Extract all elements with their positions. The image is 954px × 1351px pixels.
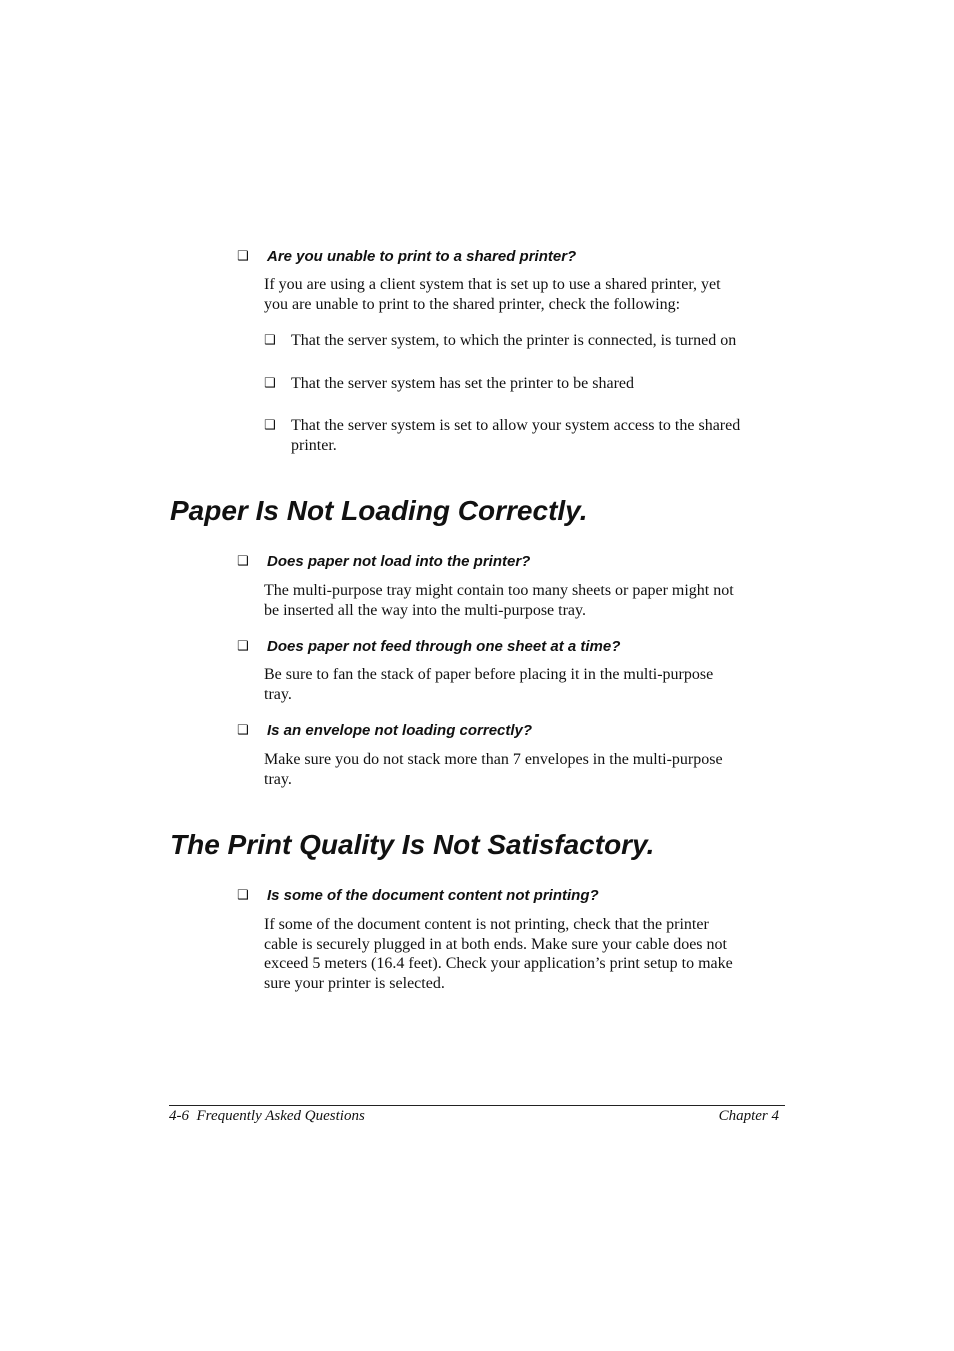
- answer-line: sure your printer is selected.: [264, 974, 445, 992]
- answer-paper-not-feed: [264, 665, 713, 704]
- checkbox-icon: ❑: [264, 418, 276, 433]
- checkbox-icon: ❑: [237, 249, 249, 264]
- footer-section-title: Frequently Asked Questions: [196, 1108, 365, 1124]
- question-shared-printer: Are you unable to print to a shared printer?: [267, 248, 577, 265]
- answer-content-not-printing: [264, 915, 733, 993]
- answer-line: If you are using a client system that is set up to use a shared printer, yet: [264, 276, 721, 293]
- question-envelope: Is an envelope not loading correctly?: [267, 722, 533, 739]
- footer-rule: [169, 1105, 785, 1106]
- answer-line: Make sure you do not stack more than 7 envelopes in the multi-purpose: [264, 751, 723, 768]
- checkbox-icon: ❑: [264, 376, 276, 391]
- check-item: That the server system has set the printer to be shared: [291, 375, 634, 392]
- answer-line: tray.: [264, 685, 292, 703]
- answer-line: you are unable to print to the shared printer, check the following:: [264, 295, 681, 313]
- answer-line: be inserted all the way into the multi-purpose tray.: [264, 601, 586, 619]
- question-paper-not-feed: Does paper not feed through one sheet at a time?: [267, 638, 621, 655]
- answer-shared-printer: [264, 275, 721, 314]
- answer-paper-not-load: [264, 581, 734, 620]
- checkbox-icon: ❑: [237, 888, 249, 903]
- check-line: printer.: [291, 436, 337, 454]
- checkbox-icon: ❑: [237, 723, 249, 738]
- footer-left: [169, 1107, 365, 1125]
- section-heading-print-quality: The Print Quality Is Not Satisfactory.: [170, 829, 655, 860]
- section-heading-paper-loading: Paper Is Not Loading Correctly.: [170, 495, 588, 526]
- answer-line: cable is securely plugged in at both ends. Make sure your cable does not: [264, 935, 727, 953]
- checkbox-icon: ❑: [237, 554, 249, 569]
- check-item: [291, 416, 740, 455]
- check-line: That the server system is set to allow your system access to the shared: [291, 417, 741, 434]
- answer-line: tray.: [264, 770, 292, 788]
- check-item: That the server system, to which the printer is connected, is turned on: [291, 332, 737, 349]
- answer-line: exceed 5 meters (16.4 feet). Check your application’s print setup to make: [264, 955, 733, 972]
- answer-line: Be sure to fan the stack of paper before placing it in the multi-purpose: [264, 666, 714, 683]
- answer-line: The multi-purpose tray might contain too many sheets or paper might not: [264, 582, 734, 599]
- checkbox-icon: ❑: [237, 639, 249, 654]
- footer-chapter: Chapter 4: [718, 1108, 779, 1124]
- footer-page-number: 4-6: [169, 1108, 189, 1124]
- answer-envelope: [264, 750, 723, 789]
- checkbox-icon: ❑: [264, 333, 276, 348]
- question-paper-not-load: Does paper not load into the printer?: [267, 553, 531, 570]
- question-content-not-printing: Is some of the document content not printing?: [267, 887, 599, 904]
- answer-line: If some of the document content is not printing, check that the printer: [264, 916, 709, 933]
